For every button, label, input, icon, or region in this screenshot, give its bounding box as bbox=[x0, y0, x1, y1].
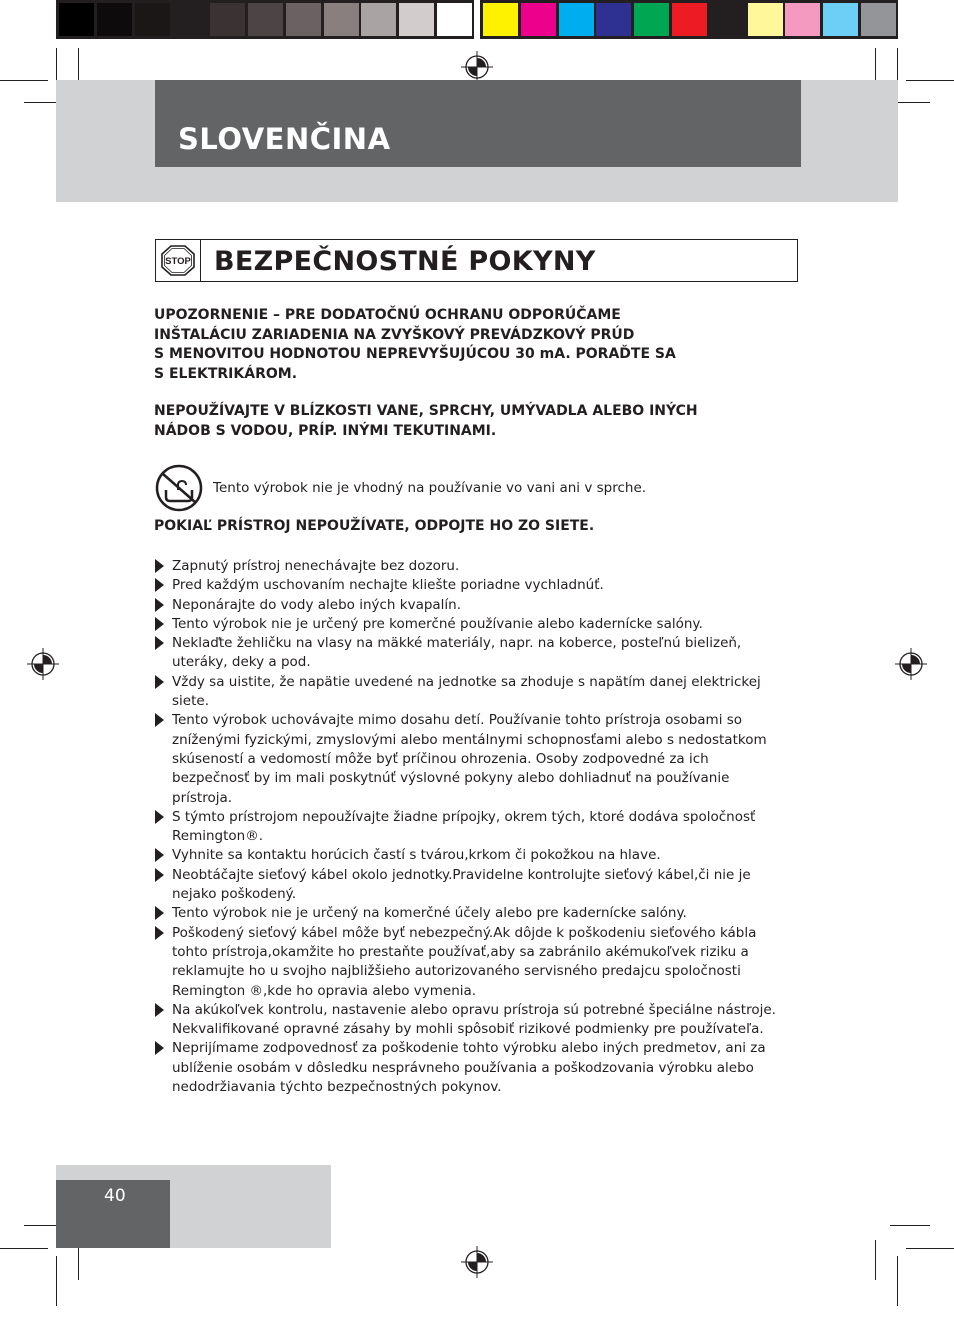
list-item-text: Vyhnite sa kontaktu horúcich častí s tvárou,krkom či pokožkou na hlave. bbox=[172, 847, 661, 864]
bullet-arrow-icon bbox=[155, 848, 164, 862]
water-warning bbox=[154, 402, 794, 441]
list-item bbox=[154, 1001, 784, 1040]
crop-mark bbox=[897, 48, 898, 80]
registration-mark-icon bbox=[461, 51, 493, 83]
list-item bbox=[154, 924, 784, 1001]
list-item-text: Vždy sa uistite, že napätie uvedené na jednotke sa zhoduje s napätím danej elektrickej siete. bbox=[172, 673, 761, 710]
registration-mark-icon bbox=[27, 648, 59, 680]
color-swatch bbox=[559, 3, 594, 36]
no-bath-icon bbox=[155, 464, 203, 512]
bullet-arrow-icon bbox=[155, 617, 164, 631]
language-title: SLOVENČINA bbox=[178, 122, 391, 156]
water-warning-line: NÁDOB S VODOU, PRÍP. INÝMI TEKUTINAMI. bbox=[154, 422, 497, 439]
list-item bbox=[154, 866, 784, 905]
color-swatch bbox=[483, 3, 518, 36]
bullet-arrow-icon bbox=[155, 1041, 164, 1055]
crop-mark bbox=[897, 1256, 898, 1306]
list-item bbox=[154, 846, 784, 865]
color-swatch bbox=[748, 3, 783, 36]
water-warning-line: NEPOUŽÍVAJTE V BLÍZKOSTI VANE, SPRCHY, UMÝVADLA ALEBO INÝCH bbox=[154, 403, 698, 419]
color-swatch bbox=[210, 3, 245, 36]
list-item-text: Zapnutý prístroj nenechávajte bez dozoru. bbox=[172, 558, 460, 574]
stop-sign-icon bbox=[155, 239, 201, 282]
color-swatch bbox=[97, 3, 132, 36]
bullet-arrow-icon bbox=[155, 926, 164, 940]
list-item-text: Tento výrobok uchovávajte mimo dosahu detí. Používanie tohto prístroja osobami so zníženými fyzickými, zmyslovými alebo mentálnymi schopnosťami alebo s nedostatkom skúseností a vedomostí môže byť príčinou ohrozenia. Osoby zodpovedné za ich bezpečnosť by im mali poskytnúť výslovné pokyny alebo dohliadnuť na používanie prístroja. bbox=[172, 712, 767, 806]
crop-mark bbox=[906, 1248, 954, 1249]
color-swatch bbox=[861, 3, 896, 36]
bullet-arrow-icon bbox=[155, 598, 164, 612]
list-item bbox=[154, 576, 784, 595]
color-swatch bbox=[785, 3, 820, 36]
color-swatch bbox=[59, 3, 94, 36]
crop-mark bbox=[0, 1248, 48, 1249]
crop-mark bbox=[0, 80, 48, 81]
crop-mark bbox=[56, 48, 57, 80]
bullet-arrow-icon bbox=[155, 906, 164, 920]
rcd-warning-line: UPOZORNENIE – PRE DODATOČNÚ OCHRANU ODPORÚČAME bbox=[154, 307, 621, 323]
list-item bbox=[154, 634, 784, 673]
list-item-text: Tento výrobok nie je určený pre komerčné používanie alebo kadernícke salóny. bbox=[172, 615, 703, 632]
list-item-text: Neprijímame zodpovednosť za poškodenie tohto výrobku alebo iných predmetov, ani za ublíženie osobám v dôsledku nesprávneho používania a poškodzovania výrobku alebo nedodržiavania týchto bezpečnostných pokynov. bbox=[172, 1040, 766, 1096]
color-swatch bbox=[248, 3, 283, 36]
crop-mark bbox=[906, 80, 954, 81]
color-swatch bbox=[324, 3, 359, 36]
crop-mark bbox=[890, 1225, 930, 1226]
list-item-text: Neklaďte žehličku na vlasy na mäkké materiály, napr. na koberce, posteľnú bielizeň, uteráky, deky a pod. bbox=[172, 635, 742, 671]
bullet-arrow-icon bbox=[155, 578, 164, 592]
registration-mark-icon bbox=[895, 648, 927, 680]
list-item-text: Poškodený sieťový kábel môže byť nebezpečný.Ak dôjde k poškodeniu sieťového kábla tohto prístroja,okamžite ho prestaňte používať,aby sa zabránilo akémukoľvek riziku a reklamujte ho u svojho najbližšieho autorizovaného servisného predajcu spoločnosti Remington ®,kde ho opravia alebo vymenia. bbox=[172, 924, 757, 999]
stop-sign-label: STOP bbox=[165, 256, 191, 267]
bullet-arrow-icon bbox=[155, 810, 164, 824]
list-item-text: Tento výrobok nie je určený na komerčné účely alebo pre kadernícke salóny. bbox=[172, 905, 687, 922]
bullet-arrow-icon bbox=[155, 713, 164, 727]
color-swatch bbox=[361, 3, 396, 36]
list-item-text: Neponárajte do vody alebo iných kvapalín. bbox=[172, 596, 462, 613]
section-title: BEZPEČNOSTNÉ POKYNY bbox=[214, 246, 596, 277]
color-swatch bbox=[596, 3, 631, 36]
color-swatch bbox=[672, 3, 707, 36]
color-swatch bbox=[399, 3, 434, 36]
rcd-warning bbox=[154, 306, 794, 384]
list-item bbox=[154, 711, 784, 807]
registration-mark-icon bbox=[461, 1246, 493, 1278]
list-item bbox=[154, 673, 784, 712]
color-swatch bbox=[286, 3, 321, 36]
list-item bbox=[154, 904, 784, 923]
bullet-arrow-icon bbox=[155, 636, 164, 650]
color-swatch bbox=[172, 3, 207, 36]
color-swatch bbox=[710, 3, 745, 36]
color-swatch bbox=[634, 3, 669, 36]
bullet-arrow-icon bbox=[155, 868, 164, 882]
safety-instructions-list bbox=[154, 557, 784, 1097]
list-item-text: Na akúkoľvek kontrolu, nastavenie alebo opravu prístroja sú potrebné špeciálne nástroje. Nekvalifikované opravné zásahy by mohli spôsobiť rizikové podmienky pre používateľa. bbox=[172, 1001, 776, 1038]
list-item bbox=[154, 557, 784, 576]
bullet-arrow-icon bbox=[155, 559, 164, 573]
page-number: 40 bbox=[104, 1186, 126, 1206]
unplug-warning: POKIAĽ PRÍSTROJ NEPOUŽÍVATE, ODPOJTE HO ZO SIETE. bbox=[154, 518, 595, 534]
rcd-warning-line: S ELEKTRIKÁROM. bbox=[154, 365, 298, 382]
bullet-arrow-icon bbox=[155, 1003, 164, 1017]
bath-note: Tento výrobok nie je vhodný na používanie vo vani ani v sprche. bbox=[213, 480, 647, 496]
color-swatch bbox=[521, 3, 556, 36]
color-swatch bbox=[437, 3, 472, 36]
list-item-text: Neobtáčajte sieťový kábel okolo jednotky.Pravidelne kontrolujte sieťový kábel,či nie je nejako poškodený. bbox=[172, 866, 751, 903]
stop-sign-cell bbox=[155, 239, 201, 282]
list-item-text: S týmto prístrojom nepoužívajte žiadne prípojky, okrem tých, ktoré dodáva spoločnosť Remington®. bbox=[172, 808, 756, 845]
list-item bbox=[154, 1039, 784, 1097]
color-swatch bbox=[135, 3, 170, 36]
list-item bbox=[154, 596, 784, 615]
rcd-warning-line: INŠTALÁCIU ZARIADENIA NA ZVYŠKOVÝ PREVÁDZKOVÝ PRÚD bbox=[154, 326, 635, 343]
list-item bbox=[154, 615, 784, 634]
rcd-warning-line: S MENOVITOU HODNOTOU NEPREVYŠUJÚCOU 30 mA. PORAĎTE SA bbox=[154, 346, 676, 362]
list-item-text: Pred každým uschovaním nechajte kliešte poriadne vychladnúť. bbox=[172, 577, 604, 594]
bullet-arrow-icon bbox=[155, 675, 164, 689]
crop-mark bbox=[56, 1256, 57, 1306]
color-swatch bbox=[823, 3, 858, 36]
crop-mark bbox=[875, 1240, 876, 1280]
list-item bbox=[154, 808, 784, 847]
